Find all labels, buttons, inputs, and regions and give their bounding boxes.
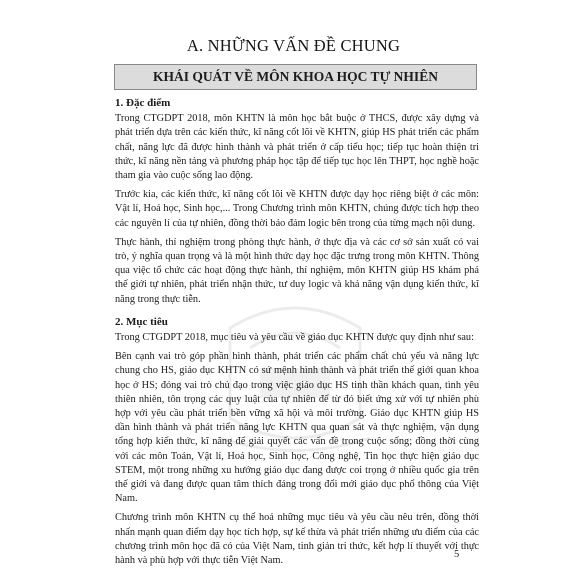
- page-number: 5: [454, 549, 460, 560]
- banner-title: KHÁI QUÁT VỀ MÔN KHOA HỌC TỰ NHIÊN: [153, 69, 438, 84]
- section-title: 2. Mục tiêu: [115, 315, 168, 328]
- paragraph: Trong CTGDPT 2018, môn KHTN là môn học bắt buộc ở THCS, được xây dựng và phát triển dựa trên các kiến thức, kĩ năng cốt lõi về KHTN, giúp HS phát triển các phẩm chất, năng lực đã được hình thành và phát triển ở cấp tiểu học; tiếp tục hoàn thiện tri thức, kĩ năng nền tảng và phương pháp học tập để tiếp tục học lên THPT, học nghề hoặc tham gia vào cuộc sống lao động.: [115, 113, 479, 182]
- section-banner: [114, 64, 477, 90]
- paragraph: Trong CTGDPT 2018, mục tiêu và yêu cầu về giáo dục KHTN được quy định như sau:: [115, 332, 474, 344]
- paragraph: Bên cạnh vai trò góp phần hình thành, phát triển các phẩm chất chủ yếu và năng lực chung cho HS, giáo dục KHTN có sứ mệnh hình thành và phát triển thế giới quan khoa học ở HS; đóng vai trò chủ đạo trong việc giáo dục HS tinh thần khách quan, tình yêu thiên nhiên, tôn trọng các quy luật của tự nhiên để từ đó biết ứng xử với tự nhiên phù hợp với yêu cầu phát triển bền vững xã hội và môi trường. Giáo dục KHTN giúp HS dần hình thành và phát triển năng lực KHTN qua quan sát và thực nghiệm, vận dụng tổng hợp kiến thức, kĩ năng để giải quyết các vấn đề trong cuộc sống; đồng thời cùng với các môn Toán, Vật lí, Hoá học, Sinh học, Công nghệ, Tin học thực hiện giáo dục STEM, một trong những xu hướng giáo dục đang được coi trọng ở nhiều quốc gia trên thế giới và đang được quan tâm thích đáng trong đổi mới giáo dục phổ thông của Việt Nam.: [115, 351, 479, 505]
- page-content: [115, 96, 479, 573]
- paragraph: Chương trình môn KHTN cụ thể hoá những mục tiêu và yêu cầu nêu trên, đồng thời nhấn mạnh quan điểm dạy học tích hợp, sự kế thừa và phát triển những ưu điểm của các chương trình môn học đã có của Việt Nam, tinh giản tri thức, kết hợp lí thuyết với thực hành và phù hợp với thực tiễn Việt Nam.: [115, 512, 479, 567]
- section-title: 1. Đặc điểm: [115, 97, 171, 109]
- paragraph: Trước kia, các kiến thức, kĩ năng cốt lõi về KHTN được dạy học riêng biệt ở các môn: Vật lí, Hoá học, Sinh học,... Trong Chương trình môn KHTN, chúng được tích hợp theo các nguyên lí của tự nhiên, đồng thời bảo đảm logic bên trong của từng mạch nội dung.: [115, 189, 479, 229]
- page-heading: A. NHỮNG VẤN ĐỀ CHUNG: [186, 36, 401, 55]
- paragraph: Thực hành, thí nghiệm trong phòng thực hành, ở thực địa và các cơ sở sản xuất có vai trò, ý nghĩa quan trọng và là một hình thức dạy học đặc trưng trong môn KHTN. Thông qua việc tổ chức các hoạt động thực hành, thí nghiệm, môn KHTN giúp HS khám phá thế giới tự nhiên, phát triển nhận thức, tư duy logic và khả năng vận dụng kiến thức, kĩ năng trong thực tiễn.: [115, 236, 479, 305]
